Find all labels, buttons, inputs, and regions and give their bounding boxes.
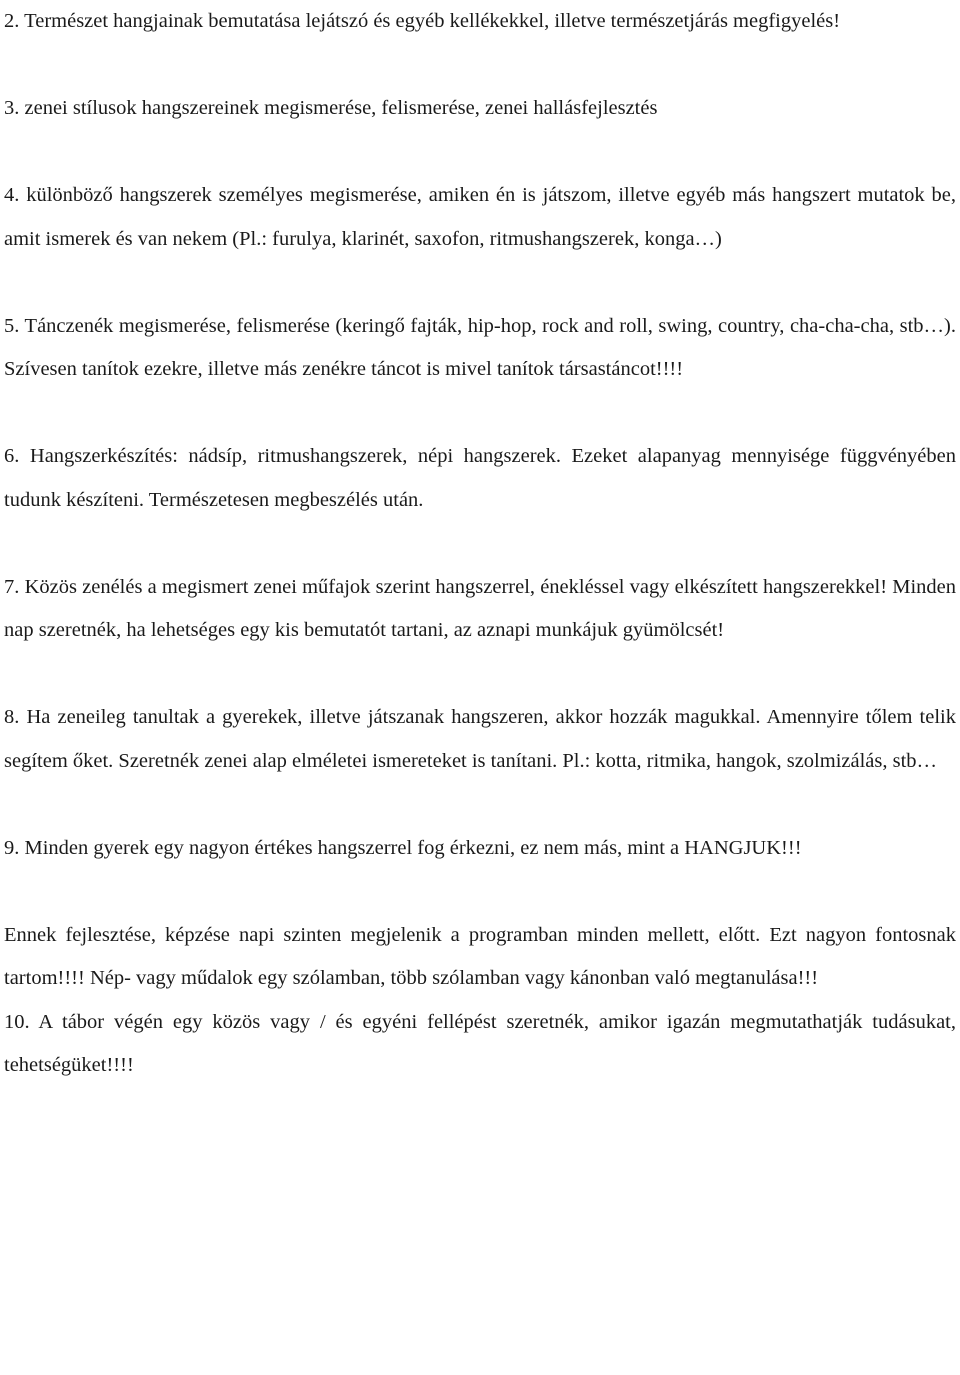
paragraph-gap (4, 870, 956, 914)
paragraph-gap (4, 392, 956, 436)
paragraph-gap (4, 522, 956, 566)
paragraph-hangjuk-note: Ennek fejlesztése, képzése napi szinten megjelenik a programban minden mellett, előtt. Ezt nagyon fontosnak tartom!!!! Nép- vagy műdalok egy szólamban, több szólamban vagy kánonban való megtanulása!!! (4, 923, 956, 989)
paragraph-gap (4, 44, 956, 88)
paragraph-item-7: 7. Közös zenélés a megismert zenei műfajok szerint hangszerrel, énekléssel vagy elkészített hangszerekkel! Minden nap szeretnék, ha lehetséges egy kis bemutatót tartani, az aznapi munkájuk gyümölcsét! (4, 575, 956, 641)
paragraph-gap (4, 261, 956, 305)
paragraph-item-5: 5. Tánczenék megismerése, felismerése (keringő fajták, hip-hop, rock and roll, swing, country, cha-cha-cha, stb…). Szívesen tanítok ezekre, illetve más zenékre táncot is mivel tanítok társastáncot!!!! (4, 314, 956, 380)
document-page (4, 0, 956, 1088)
paragraph-gap (4, 653, 956, 697)
paragraph-item-2: 2. Természet hangjainak bemutatása lejátszó és egyéb kellékekkel, illetve természetjárás megfigyelés! (4, 10, 841, 32)
paragraph-item-6: 6. Hangszerkészítés: nádsíp, ritmushangszerek, népi hangszerek. Ezeket alapanyag mennyisége függvényében tudunk készíteni. Természetesen megbeszélés után. (4, 445, 956, 511)
paragraph-item-3: 3. zenei stílusok hangszereinek megismerése, felismerése, zenei hallásfejlesztés (4, 97, 658, 119)
paragraph-item-10: 10. A tábor végén egy közös vagy / és egyéni fellépést szeretnék, amikor igazán megmutathatják tudásukat, tehetségüket!!!! (4, 1010, 956, 1076)
paragraph-gap (4, 783, 956, 827)
paragraph-item-8: 8. Ha zeneileg tanultak a gyerekek, illetve játszanak hangszeren, akkor hozzák magukkal. Amennyire tőlem telik segítem őket. Szeretnék zenei alap elméletei ismereteket is tanítani. Pl.: kotta, ritmika, hangok, szolmizálás, stb… (4, 706, 956, 772)
paragraph-item-4: 4. különböző hangszerek személyes megismerése, amiken én is játszom, illetve egyéb más hangszert mutatok be, amit ismerek és van nekem (Pl.: furulya, klarinét, saxofon, ritmushangszerek, konga…) (4, 184, 956, 250)
paragraph-item-9: 9. Minden gyerek egy nagyon értékes hangszerrel fog érkezni, ez nem más, mint a HANGJUK!!! (4, 836, 802, 859)
paragraph-gap (4, 131, 956, 175)
